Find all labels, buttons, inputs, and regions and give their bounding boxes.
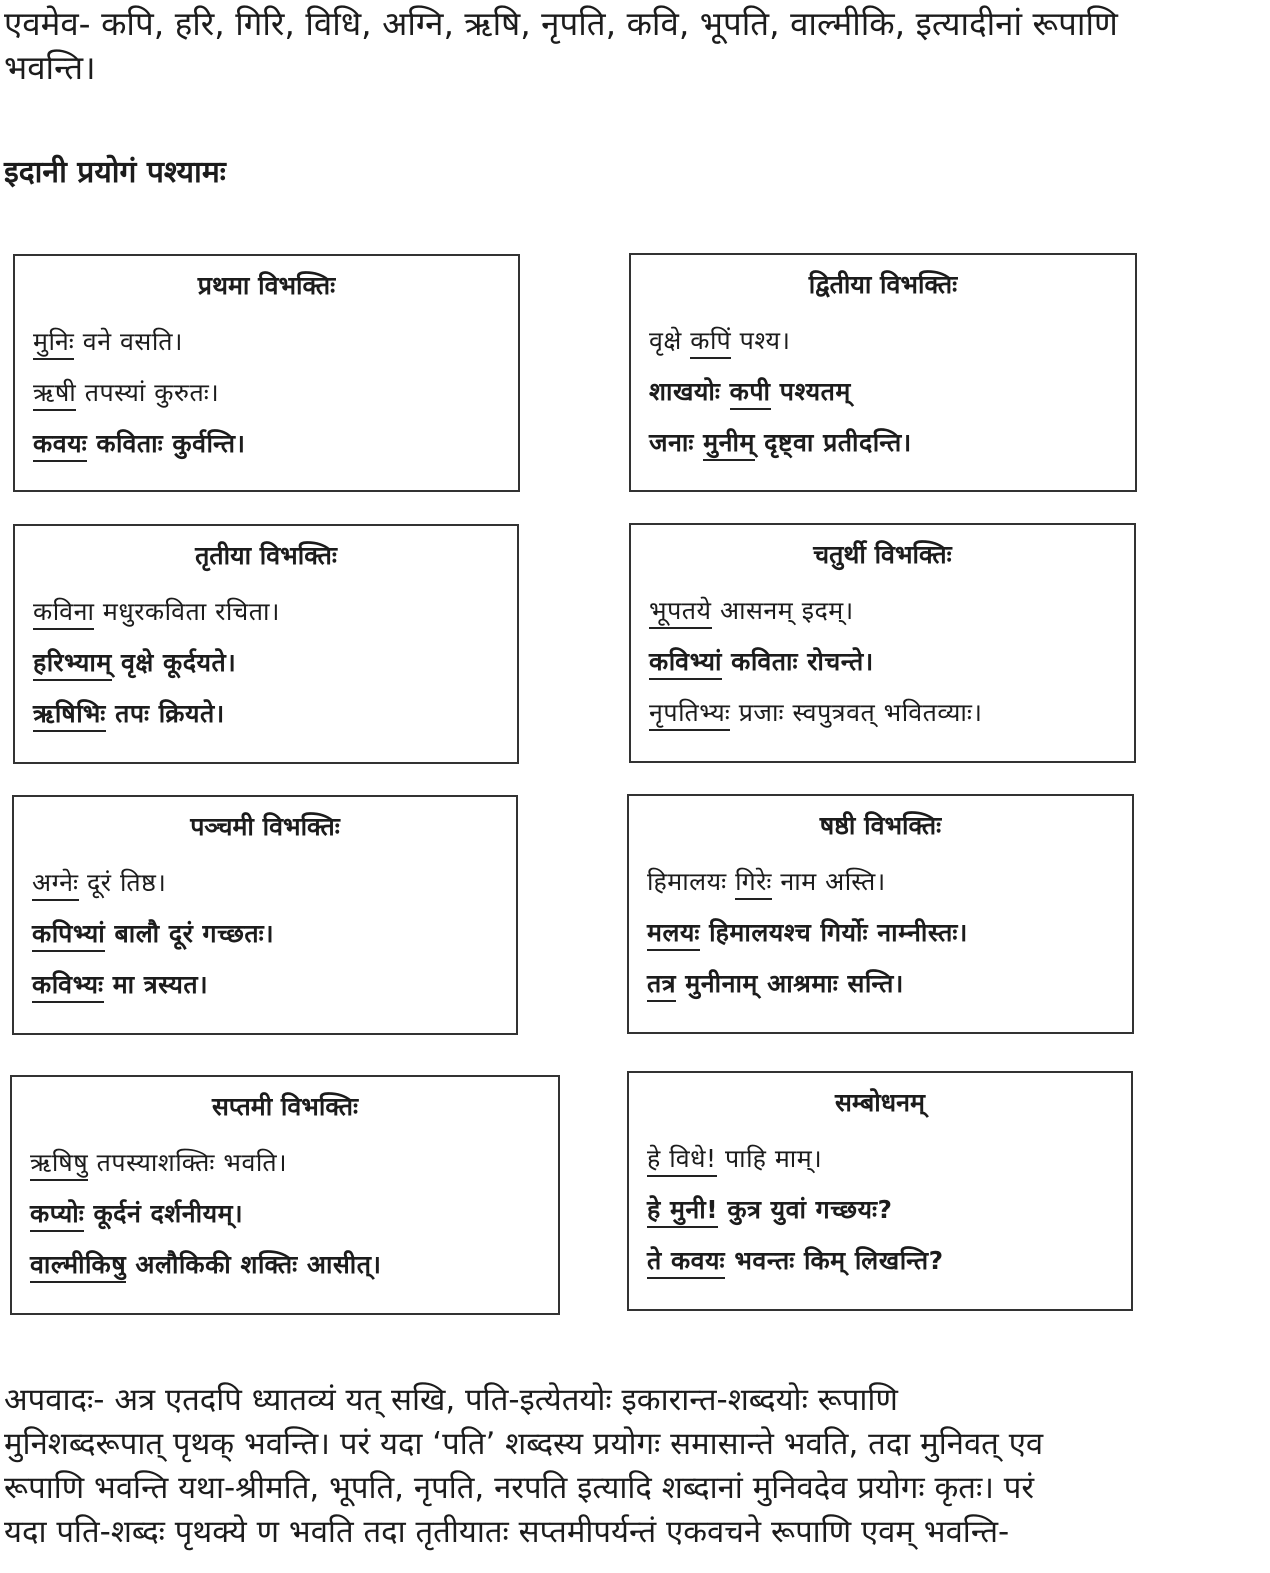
line-text: तपः क्रियते। bbox=[105, 699, 225, 728]
box-title: सप्तमी विभक्तिः bbox=[211, 1092, 359, 1121]
footer-line-3: रूपाणि भवन्ति यथा-श्रीमति, भूपति, नृपति, नरपति इत्यादि शब्दानां मुनिवदेव प्रयोगः कृतः। परं bbox=[4, 1470, 1035, 1506]
footer-line-1: अपवादः- अत्र एतदपि ध्यातव्यं यत् सखि, पति-इत्येतयोः इकारान्त-शब्दयोः रूपाणि bbox=[4, 1382, 898, 1418]
example-line-1 bbox=[649, 324, 1117, 358]
line-text: अलौकिकी शक्तिः आसीत्। bbox=[126, 1250, 382, 1279]
panchami-vibhakti-box bbox=[12, 795, 518, 1035]
section-heading: इदानी प्रयोगं पश्यामः bbox=[4, 155, 226, 190]
line-text: प्रजाः स्वपुत्रवत् भवितव्याः। bbox=[730, 698, 983, 727]
underlined-word: कविभ्यः bbox=[32, 970, 104, 1003]
example-line-3 bbox=[33, 427, 500, 461]
line-text: दृष्ट्वा प्रतीदन्ति। bbox=[754, 428, 912, 457]
line-prefix: शाखयोः bbox=[649, 377, 730, 406]
tritiya-vibhakti-box bbox=[13, 524, 519, 764]
line-text: आसनम् इदम्। bbox=[711, 596, 854, 625]
line-prefix: हिमालयः bbox=[647, 867, 736, 896]
example-line-1 bbox=[33, 325, 500, 359]
intro-line-2: भवन्ति। bbox=[4, 48, 96, 87]
example-line-3 bbox=[649, 426, 1117, 460]
example-line-2 bbox=[647, 916, 1114, 950]
example-line-2 bbox=[32, 917, 498, 951]
example-line-2 bbox=[33, 376, 500, 410]
prathama-vibhakti-box bbox=[13, 254, 520, 492]
underlined-word: कपिं bbox=[690, 326, 731, 359]
footer-line-4: यदा पति-शब्दः पृथक्ये ण भवति तदा तृतीयातः सप्तमीपर्यन्तं एकवचने रूपाणि एवम् भवन्ति- bbox=[4, 1514, 1010, 1550]
underlined-word: भूपतये bbox=[649, 596, 712, 629]
dvitiya-vibhakti-box bbox=[629, 253, 1137, 492]
example-line-3 bbox=[30, 1248, 540, 1282]
underlined-word: ऋषी bbox=[33, 378, 76, 411]
line-text: वने वसति। bbox=[74, 327, 184, 356]
example-line-1 bbox=[647, 1142, 1113, 1176]
example-line-1 bbox=[647, 865, 1114, 899]
example-line-3 bbox=[32, 968, 498, 1002]
underlined-word: हे विधे! bbox=[647, 1144, 717, 1177]
line-text: पाहि माम्। bbox=[716, 1144, 823, 1173]
line-text: वृक्षे कूर्दयते। bbox=[111, 648, 237, 677]
intro-line-1: एवमेव- कपि, हरि, गिरि, विधि, अग्नि, ऋषि, नृपति, कवि, भूपति, वाल्मीकि, इत्यादीनां रूपाणि bbox=[4, 4, 1118, 43]
line-text: मा त्रस्यत। bbox=[103, 970, 209, 999]
line-text: मुनीनाम् आश्रमाः सन्ति। bbox=[676, 969, 904, 998]
example-line-3 bbox=[647, 967, 1114, 1001]
line-text: नाम अस्ति। bbox=[771, 867, 886, 896]
line-prefix: वृक्षे bbox=[649, 326, 691, 355]
underlined-word: ते कवयः bbox=[647, 1246, 725, 1279]
example-line-1 bbox=[649, 594, 1116, 628]
underlined-word: नृपतिभ्यः bbox=[649, 698, 730, 731]
underlined-word: कविभ्यां bbox=[649, 647, 722, 680]
intro-paragraph bbox=[4, 2, 1266, 90]
underlined-word: मुनीम् bbox=[703, 428, 755, 461]
example-line-1 bbox=[33, 595, 499, 629]
line-text: हिमालयश्च गिर्योः नाम्नीस्तः। bbox=[699, 918, 968, 947]
underlined-word: मुनिः bbox=[33, 327, 74, 360]
line-text: तपस्यां कुरुतः। bbox=[76, 378, 220, 407]
box-title: द्वितीया विभक्तिः bbox=[808, 270, 958, 299]
underlined-word: ऋषिषु bbox=[30, 1148, 88, 1181]
example-line-1 bbox=[30, 1146, 540, 1180]
line-text: कविताः रोचन्ते। bbox=[721, 647, 874, 676]
line-text: पश्यतम् bbox=[770, 377, 851, 406]
example-line-2 bbox=[30, 1197, 540, 1231]
underlined-word: हरिभ्याम् bbox=[33, 648, 112, 681]
line-text: मधुरकविता रचिता। bbox=[94, 597, 280, 626]
example-line-2 bbox=[649, 645, 1116, 679]
underlined-word: मलयः bbox=[647, 918, 700, 951]
example-line-1 bbox=[32, 866, 498, 900]
line-text: कुत्र युवां गच्छयः? bbox=[718, 1195, 893, 1224]
underlined-word: कविना bbox=[33, 597, 94, 630]
example-line-2 bbox=[33, 646, 499, 680]
box-title: पञ्चमी विभक्तिः bbox=[190, 812, 340, 841]
example-line-3 bbox=[649, 696, 1116, 730]
underlined-word: गिरेः bbox=[735, 867, 772, 900]
shashthi-vibhakti-box bbox=[627, 794, 1134, 1034]
underlined-word: कपिभ्यां bbox=[32, 919, 105, 952]
box-title: तृतीया विभक्तिः bbox=[195, 541, 337, 570]
line-text: कूर्दनं दर्शनीयम्। bbox=[84, 1199, 244, 1228]
line-prefix: जनाः bbox=[649, 428, 704, 457]
line-text: कविताः कुर्वन्ति। bbox=[87, 429, 246, 458]
underlined-word: कवयः bbox=[33, 429, 87, 462]
underlined-word: कप्योः bbox=[30, 1199, 84, 1232]
line-text: भवन्तः किम् लिखन्ति? bbox=[725, 1246, 944, 1275]
underlined-word: अग्नेः bbox=[32, 868, 79, 901]
box-title: चतुर्थी विभक्तिः bbox=[813, 540, 952, 569]
chaturthi-vibhakti-box bbox=[629, 523, 1136, 763]
underlined-word: हे मुनी! bbox=[647, 1195, 718, 1228]
example-line-3 bbox=[647, 1244, 1113, 1278]
example-line-2 bbox=[649, 375, 1117, 409]
example-line-2 bbox=[647, 1193, 1113, 1227]
sambodhana-box bbox=[627, 1071, 1133, 1311]
line-text: तपस्याशक्तिः भवति। bbox=[88, 1148, 288, 1177]
underlined-word: ऋषिभिः bbox=[33, 699, 106, 732]
box-title: षष्ठी विभक्तिः bbox=[819, 811, 942, 840]
line-text: बालौ दूरं गच्छतः। bbox=[105, 919, 275, 948]
underlined-word: कपी bbox=[730, 377, 771, 410]
underlined-word: वाल्मीकिषु bbox=[30, 1250, 126, 1283]
exception-paragraph bbox=[4, 1378, 1268, 1554]
underlined-word: तत्र bbox=[647, 969, 676, 1002]
example-line-3 bbox=[33, 697, 499, 731]
line-text: दूरं तिष्ठ। bbox=[78, 868, 167, 897]
footer-line-2: मुनिशब्दरूपात् पृथक् भवन्ति। परं यदा ‘पति’ शब्दस्य प्रयोगः समासान्ते भवति, तदा मुनिवत् एव bbox=[4, 1426, 1044, 1462]
saptami-vibhakti-box bbox=[10, 1075, 560, 1315]
box-title: प्रथमा विभक्तिः bbox=[197, 271, 336, 300]
line-text: पश्य। bbox=[731, 326, 791, 355]
box-title: सम्बोधनम् bbox=[835, 1088, 925, 1117]
